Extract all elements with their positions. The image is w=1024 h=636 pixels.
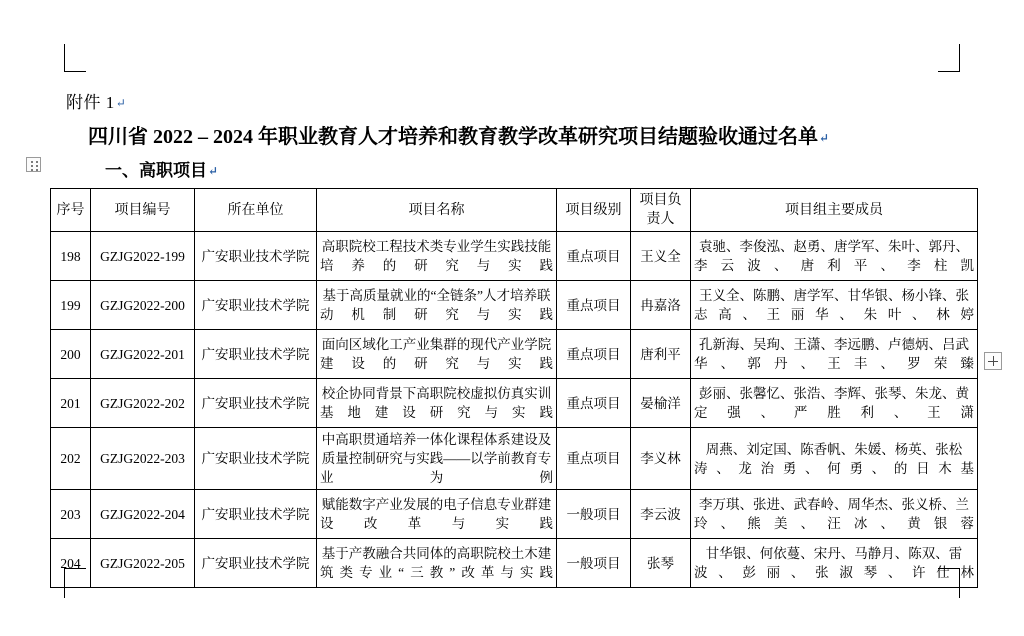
cell-name: 中高职贯通培养一体化课程体系建设及质量控制研究与实践——以学前教育专业为例 [317, 428, 557, 490]
cell-seq: 199 [51, 281, 91, 330]
column-header-leader: 项目负责人 [631, 189, 691, 232]
cell-name: 基于高质量就业的“全链条”人才培养联动机制研究与实践 [317, 281, 557, 330]
cell-code: GZJG2022-199 [91, 232, 195, 281]
table-row [51, 539, 978, 588]
column-header-name: 项目名称 [317, 189, 557, 232]
column-header-members: 项目组主要成员 [691, 189, 978, 232]
table-row [51, 428, 978, 490]
cell-unit: 广安职业技术学院 [195, 281, 317, 330]
cell-name: 高职院校工程技术类专业学生实践技能培养的研究与实践 [317, 232, 557, 281]
cell-level: 重点项目 [557, 330, 631, 379]
cell-seq: 202 [51, 428, 91, 490]
table-row [51, 490, 978, 539]
table-row [51, 281, 978, 330]
cell-seq: 198 [51, 232, 91, 281]
cell-name: 赋能数字产业发展的电子信息专业群建设改革与实践 [317, 490, 557, 539]
cell-unit: 广安职业技术学院 [195, 232, 317, 281]
cell-level: 一般项目 [557, 490, 631, 539]
cell-leader: 张琴 [631, 539, 691, 588]
table-row [51, 379, 978, 428]
cell-members: 李万琪、张进、武春岭、周华杰、张义桥、兰玲、熊美、汪冰、黄银蓉 [691, 490, 978, 539]
paragraph-mark-icon: ↵ [819, 131, 830, 145]
section-heading [105, 156, 218, 181]
table-row [51, 330, 978, 379]
cell-code: GZJG2022-202 [91, 379, 195, 428]
table-header-row [51, 189, 978, 232]
project-table [50, 188, 978, 588]
attachment-label [66, 88, 126, 113]
cell-members: 袁驰、李俊泓、赵勇、唐学军、朱叶、郭丹、李云波、唐利平、李柱凯 [691, 232, 978, 281]
table-move-handle[interactable] [26, 157, 41, 172]
cell-level: 重点项目 [557, 379, 631, 428]
cell-level: 重点项目 [557, 232, 631, 281]
cell-leader: 唐利平 [631, 330, 691, 379]
table-row [51, 232, 978, 281]
attachment-label-text: 附件 1 [66, 93, 115, 112]
table-body [51, 232, 978, 588]
cell-unit: 广安职业技术学院 [195, 330, 317, 379]
crop-mark-top-left [64, 22, 86, 72]
cell-leader: 晏榆洋 [631, 379, 691, 428]
cell-unit: 广安职业技术学院 [195, 428, 317, 490]
column-header-level: 项目级别 [557, 189, 631, 232]
cell-code: GZJG2022-205 [91, 539, 195, 588]
cell-code: GZJG2022-204 [91, 490, 195, 539]
cell-name: 校企协同背景下高职院校虚拟仿真实训基地建设研究与实践 [317, 379, 557, 428]
section-heading-text: 一、高职项目 [105, 161, 207, 180]
cell-leader: 冉嘉洛 [631, 281, 691, 330]
cell-code: GZJG2022-201 [91, 330, 195, 379]
crop-mark-top-right [938, 22, 960, 72]
table-resize-plus-icon[interactable] [984, 352, 1002, 370]
cell-leader: 李义林 [631, 428, 691, 490]
cell-level: 重点项目 [557, 428, 631, 490]
cell-members: 孔新海、吴珣、王潇、李远鹏、卢德炳、吕武华、郭丹、王丰、罗荣臻 [691, 330, 978, 379]
cell-seq: 203 [51, 490, 91, 539]
cell-leader: 李云波 [631, 490, 691, 539]
cell-unit: 广安职业技术学院 [195, 490, 317, 539]
cell-level: 重点项目 [557, 281, 631, 330]
paragraph-mark-icon: ↵ [208, 164, 219, 178]
page-title [88, 120, 948, 149]
cell-members: 周燕、刘定国、陈香帆、朱媛、杨英、张松涛、龙治勇、何勇、的日木基 [691, 428, 978, 490]
cell-code: GZJG2022-200 [91, 281, 195, 330]
paragraph-mark-icon: ↵ [115, 96, 127, 110]
cell-leader: 王义全 [631, 232, 691, 281]
page-title-text: 四川省 2022 – 2024 年职业教育人才培养和教育教学改革研究项目结题验收通过名单 [88, 126, 818, 148]
cell-seq: 200 [51, 330, 91, 379]
column-header-seq: 序号 [51, 189, 91, 232]
cell-members: 王义全、陈鹏、唐学军、甘华银、杨小锋、张志高、王丽华、朱叶、林婷 [691, 281, 978, 330]
cell-unit: 广安职业技术学院 [195, 379, 317, 428]
cell-seq: 204 [51, 539, 91, 588]
cell-name: 基于产教融合共同体的高职院校土木建筑类专业“三教”改革与实践 [317, 539, 557, 588]
cell-name: 面向区域化工产业集群的现代产业学院建设的研究与实践 [317, 330, 557, 379]
cell-level: 一般项目 [557, 539, 631, 588]
cell-members: 甘华银、何依蔓、宋丹、马静月、陈双、雷波、彭丽、张淑琴、许仕林 [691, 539, 978, 588]
cell-members: 彭丽、张馨忆、张浩、李辉、张琴、朱龙、黄定强、严胜利、王潇 [691, 379, 978, 428]
column-header-code: 项目编号 [91, 189, 195, 232]
column-header-unit: 所在单位 [195, 189, 317, 232]
cell-code: GZJG2022-203 [91, 428, 195, 490]
cell-unit: 广安职业技术学院 [195, 539, 317, 588]
cell-seq: 201 [51, 379, 91, 428]
